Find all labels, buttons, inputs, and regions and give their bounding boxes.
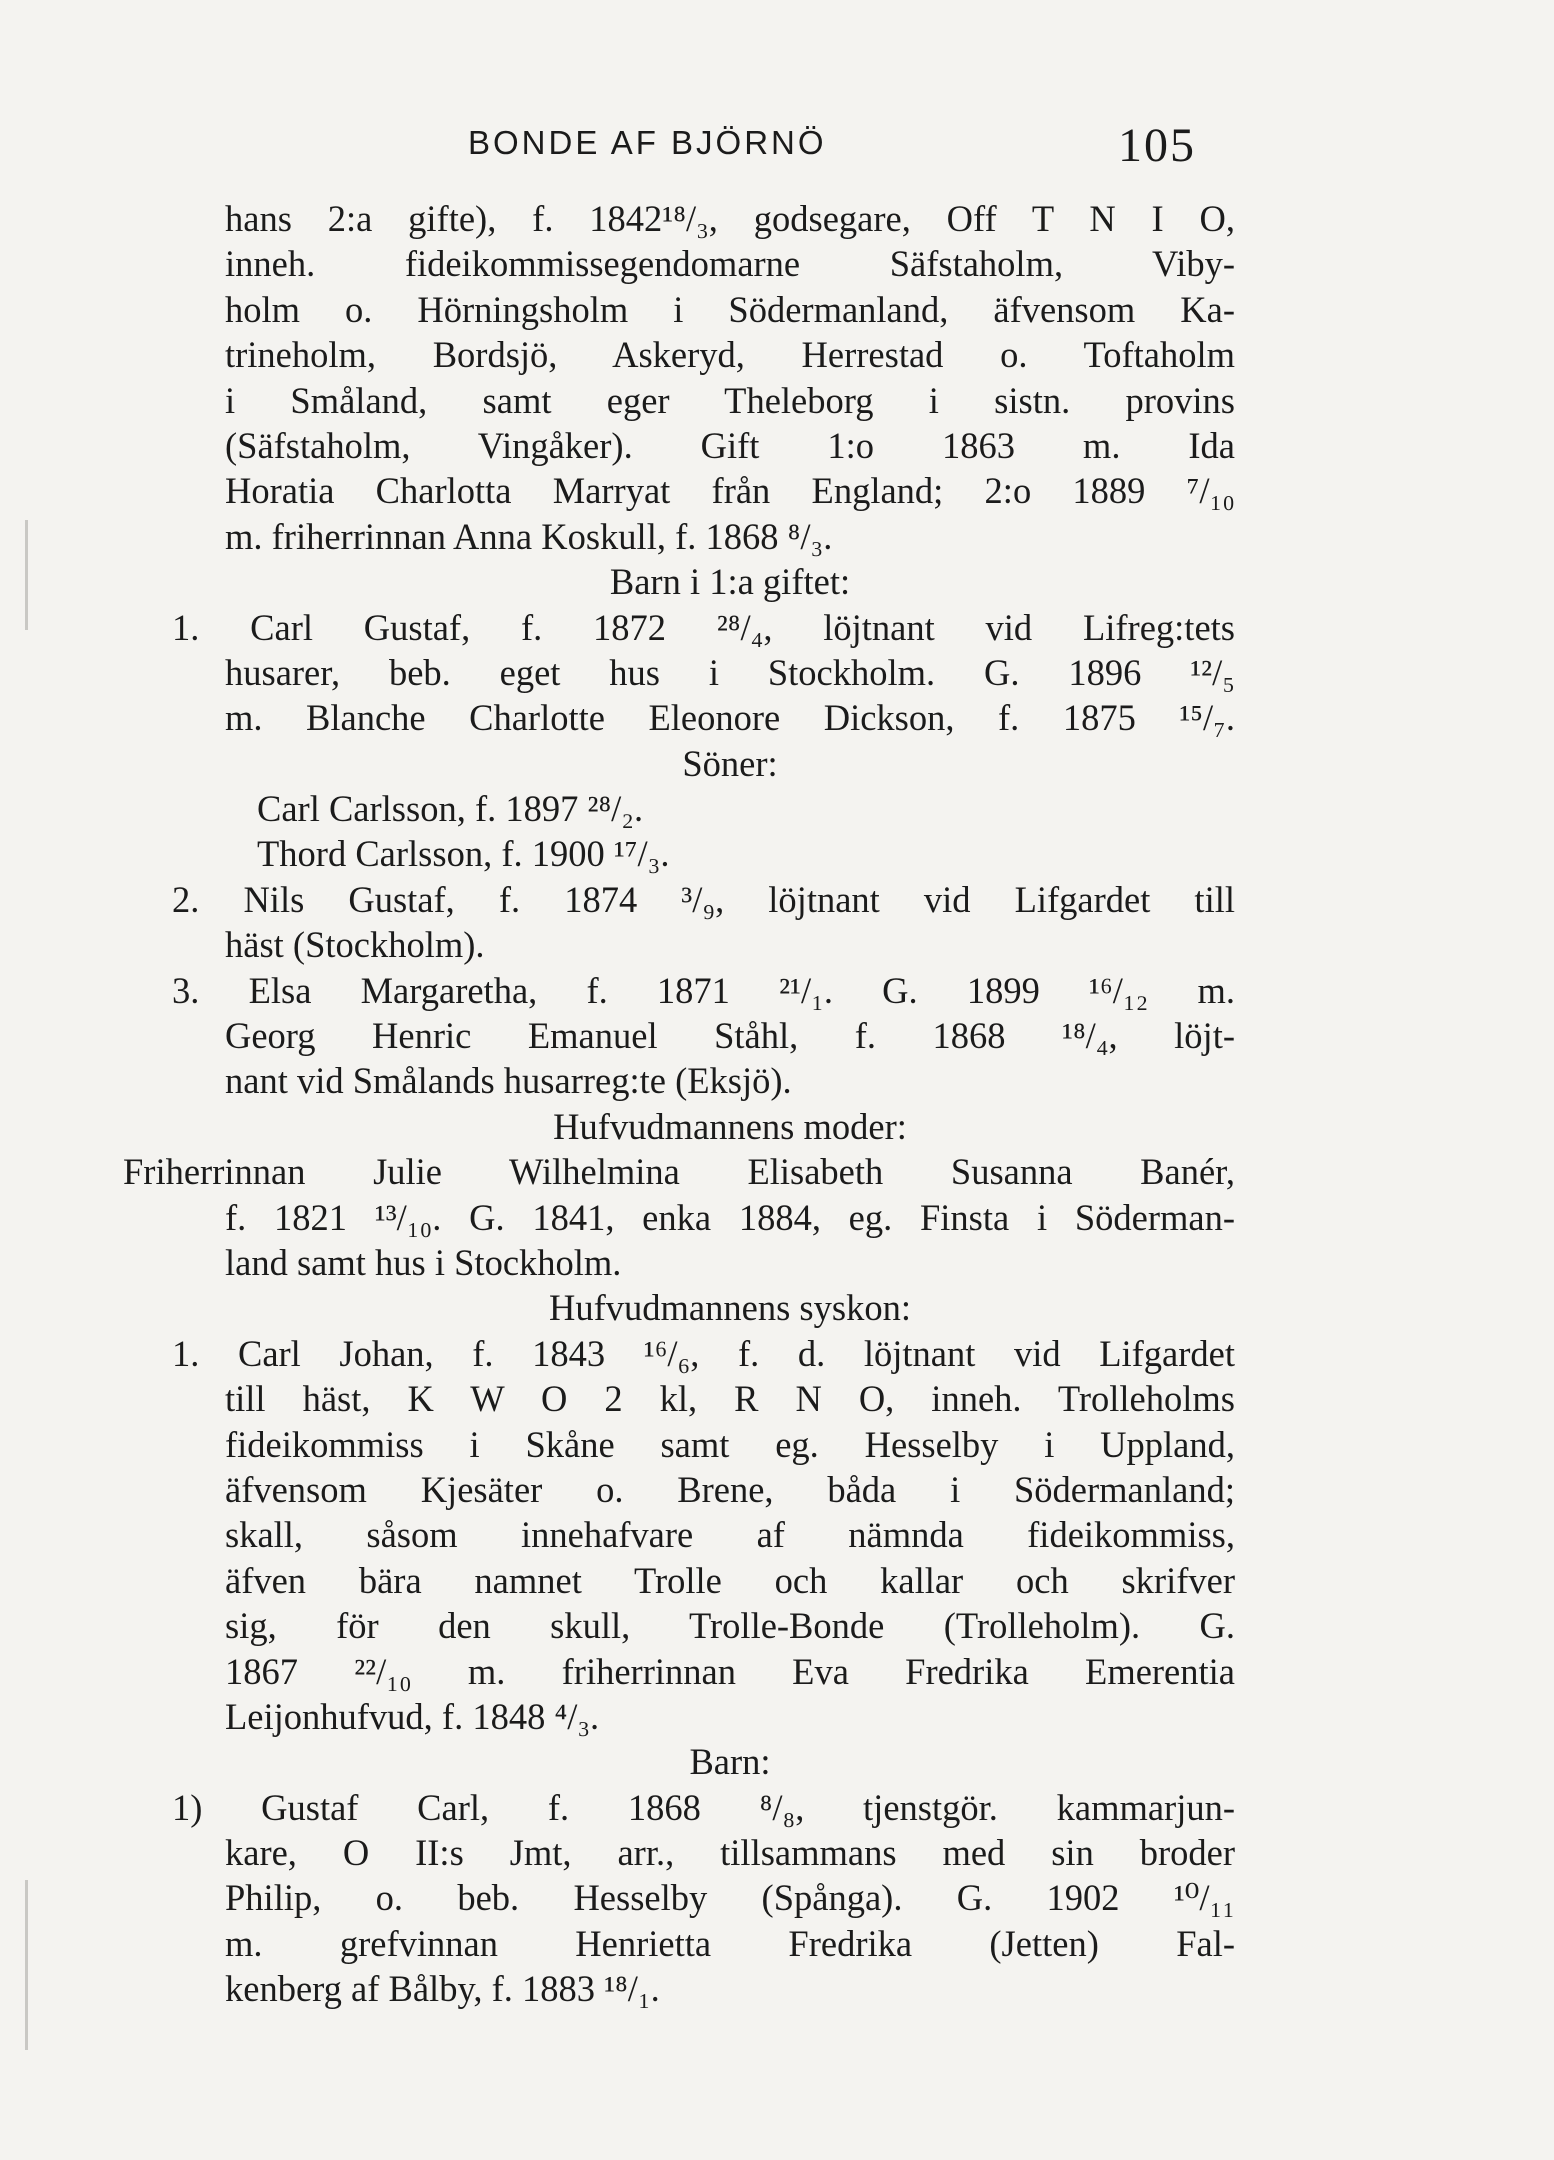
- text-line: till häst, K W O 2 kl, R N O, inneh. Trolleholms: [225, 1378, 1235, 1420]
- page-number: 105: [1118, 119, 1196, 172]
- child-entry: 1. Carl Gustaf, f. 1872 ²⁸/₄, löjtnant vid Lifreg:tets: [172, 606, 1235, 648]
- section-heading: Barn i 1:a giftet:: [609, 561, 851, 603]
- text-line: häst (Stockholm).: [225, 924, 485, 966]
- mother-entry: Friherrinnan Julie Wilhelmina Elisabeth Susanna Banér,: [123, 1151, 1235, 1193]
- text-line: Georg Henric Emanuel Ståhl, f. 1868 ¹⁸/₄, löjt-: [225, 1015, 1235, 1057]
- text-line: äfvensom Kjesäter o. Brene, båda i Södermanland;: [225, 1468, 1235, 1510]
- text-line: m. friherrinnan Anna Koskull, f. 1868 ⁸/₃.: [225, 515, 833, 557]
- text-line: äfven bära namnet Trolle och kallar och skrifver: [225, 1559, 1235, 1601]
- section-heading: Söner:: [682, 742, 778, 784]
- text-line: holm o. Hörningsholm i Södermanland, äfvensom Ka-: [225, 288, 1235, 330]
- text-line: i Småland, samt eger Theleborg i sistn. provins: [225, 379, 1235, 421]
- text-line: kare, O II:s Jmt, arr., tillsammans med sin broder: [225, 1832, 1235, 1874]
- page-edge-shadow: [25, 1880, 28, 2050]
- text-line: 1867 ²²/₁₀ m. friherrinnan Eva Fredrika Emerentia: [225, 1650, 1235, 1692]
- text-line: skall, såsom innehafvare af nämnda fideikommiss,: [225, 1514, 1235, 1556]
- text-line: Philip, o. beb. Hesselby (Spånga). G. 1902 ¹⁰/₁₁: [225, 1877, 1235, 1919]
- grandchild-entry: Thord Carlsson, f. 1900 ¹⁷/₃.: [257, 833, 670, 875]
- text-line: Leijonhufvud, f. 1848 ⁴/₃.: [225, 1695, 600, 1737]
- text-line: sig, för den skull, Trolle-Bonde (Trolleholm). G.: [225, 1605, 1235, 1647]
- text-line: fideikommiss i Skåne samt eg. Hesselby i Uppland,: [225, 1423, 1235, 1465]
- text-line: f. 1821 ¹³/₁₀. G. 1841, enka 1884, eg. Finsta i Söderman-: [225, 1196, 1235, 1238]
- running-head: BONDE AF BJÖRNÖ: [468, 124, 827, 161]
- text-line: husarer, beb. eget hus i Stockholm. G. 1896 ¹²/₅: [225, 651, 1235, 693]
- text-line: hans 2:a gifte), f. 1842¹⁸/₃, godsegare, Off T N I O,: [225, 198, 1235, 239]
- text-line: inneh. fideikommissegendomarne Säfstaholm, Viby-: [225, 243, 1235, 285]
- section-heading: Hufvudmannens syskon:: [549, 1287, 911, 1329]
- grandchild-entry: Carl Carlsson, f. 1897 ²⁸/₂.: [257, 788, 644, 830]
- page-header: [0, 118, 1554, 178]
- child-entry: 2. Nils Gustaf, f. 1874 ³/₉, löjtnant vid Lifgardet till: [172, 878, 1235, 920]
- text-line: m. grefvinnan Henrietta Fredrika (Jetten) Fal-: [225, 1922, 1235, 1964]
- text-line: m. Blanche Charlotte Eleonore Dickson, f. 1875 ¹⁵/₇.: [225, 697, 1235, 739]
- sibling-entry: 1. Carl Johan, f. 1843 ¹⁶/₆, f. d. löjtnant vid Lifgardet: [172, 1332, 1235, 1374]
- section-heading: Hufvudmannens moder:: [553, 1105, 907, 1147]
- text-line: nant vid Smålands husarreg:te (Eksjö).: [225, 1060, 792, 1102]
- genealogy-text: [123, 196, 1235, 2012]
- text-line: kenberg af Bålby, f. 1883 ¹⁸/₁.: [225, 1968, 660, 2010]
- text-line: Horatia Charlotta Marryat från England; 2:o 1889 ⁷/₁₀: [225, 470, 1235, 512]
- section-heading: Barn:: [689, 1741, 771, 1783]
- text-line: (Säfstaholm, Vingåker). Gift 1:o 1863 m. Ida: [225, 424, 1235, 466]
- text-line: trineholm, Bordsjö, Askeryd, Herrestad o. Toftaholm: [225, 334, 1235, 376]
- text-line: land samt hus i Stockholm.: [225, 1241, 622, 1283]
- page-edge-shadow: [25, 520, 28, 630]
- child-entry: 3. Elsa Margaretha, f. 1871 ²¹/₁. G. 1899 ¹⁶/₁₂ m.: [172, 969, 1235, 1011]
- grandchild-entry: 1) Gustaf Carl, f. 1868 ⁸/₈, tjenstgör. kammarjun-: [172, 1786, 1235, 1828]
